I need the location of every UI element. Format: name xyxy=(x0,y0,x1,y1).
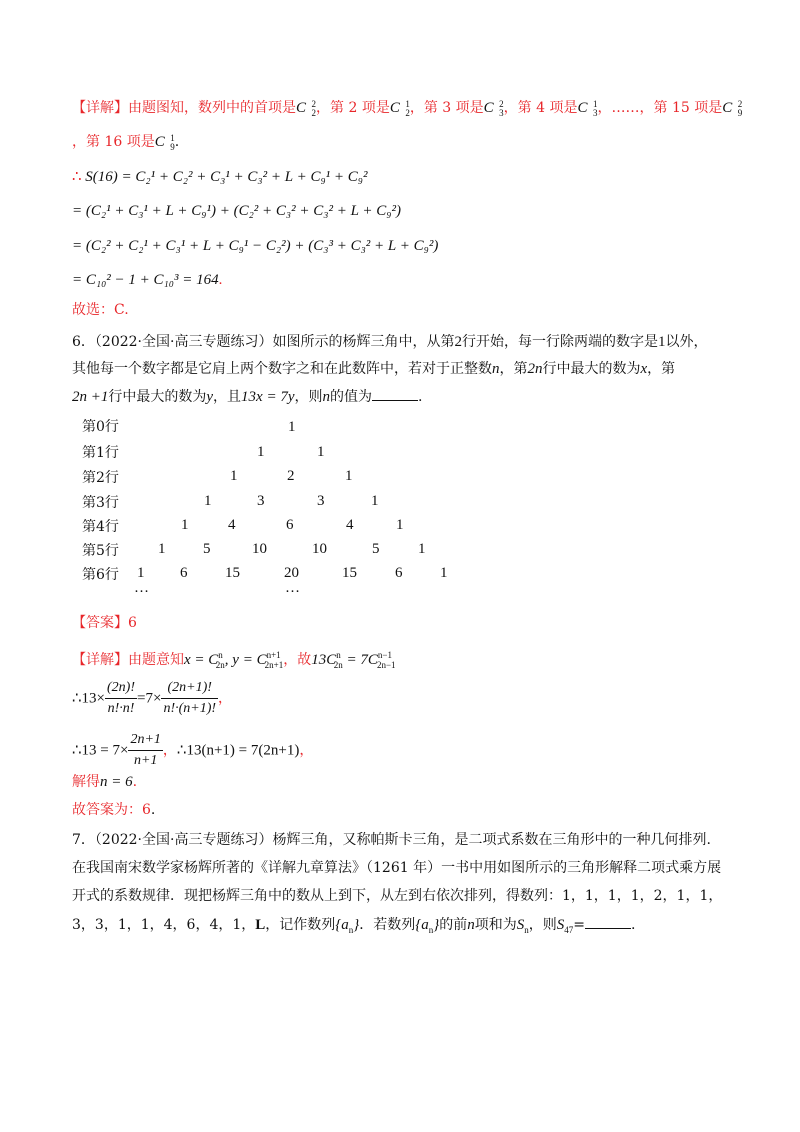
choice-line: 故选：C. xyxy=(72,302,129,318)
d6-line-3: ∴13 = 7× $\frac{2n+1}{n+1}$ ，∴13(n+1) = 7(2n+1)， xyxy=(72,732,314,768)
triangle-cell: 6 xyxy=(395,565,403,581)
triangle-cell: 2 xyxy=(287,468,295,484)
eq-line-2: = (C₂¹ + C₃¹ + L + C₉¹) + (C₂² + C₃² + C₃² + L + C₉²) xyxy=(72,203,401,219)
triangle-cell: 1 xyxy=(257,444,265,460)
triangle-cell: 5 xyxy=(372,541,380,557)
d6-line-4: 解得n = 6. xyxy=(72,774,138,790)
q7-line-4: 3，3，1，1，4，6，4，1，L，记作数列$\{a_n\}$．若数列$\{a_n\}$的前n项和为$S_n$，则$S_{47}=$ . xyxy=(72,914,635,940)
triangle-cell: 1 xyxy=(204,493,212,509)
answer-line: 【答案】6 xyxy=(72,615,137,631)
triangle-cell: 20 xyxy=(284,565,299,581)
triangle-cell: 1 xyxy=(317,444,325,460)
triangle-cell: 1 xyxy=(396,517,404,533)
ellipsis: … xyxy=(134,580,149,596)
q6-line-2: 其他每一个数字都是它肩上两个数字之和在此数阵中，若对于正整数n，第2n行中最大的数为x，第 xyxy=(72,361,676,377)
detail-line-2: ，第 16 项是C 1 9 . xyxy=(72,133,180,152)
triangle-cell: 1 xyxy=(440,565,448,581)
detail-line-1: 【详解】由题图知，数列中的首项是C 2 2 ，第 2 项是C 1 2 ，第 3 项是C 2 3 ，第 4 项是C 1 3 ，……，第 15 项是C 2 9 xyxy=(72,99,743,118)
triangle-cell: 1 xyxy=(230,468,238,484)
triangle-cell: 1 xyxy=(345,468,353,484)
eq-line-4: = C₁₀² − 1 + C₁₀³ = 164. xyxy=(72,272,223,288)
row-label: 第4行 xyxy=(82,519,119,535)
row-label: 第6行 xyxy=(82,567,119,583)
q7-line-1: 7．（2022·全国·高三专题练习）杨辉三角，又称帕斯卡三角，是二项式系数在三角形中的一种几何排列. xyxy=(72,832,711,848)
d6-line-5: 故答案为：6. xyxy=(72,802,156,818)
triangle-cell: 6 xyxy=(180,565,188,581)
triangle-cell: 15 xyxy=(342,565,357,581)
detail-tag: 【详解】 xyxy=(72,100,128,116)
row-label: 第3行 xyxy=(82,495,119,511)
triangle-cell: 1 xyxy=(158,541,166,557)
row-label: 第0行 xyxy=(82,419,119,435)
triangle-cell: 1 xyxy=(288,419,296,435)
triangle-cell: 3 xyxy=(257,493,265,509)
triangle-cell: 1 xyxy=(418,541,426,557)
triangle-cell: 3 xyxy=(317,493,325,509)
triangle-cell: 1 xyxy=(371,493,379,509)
q7-line-3: 开式的系数规律．现把杨辉三角中的数从上到下，从左到右依次排列，得数列：1，1，1，1，2，1，1， xyxy=(72,888,723,904)
triangle-cell: 5 xyxy=(203,541,211,557)
ellipsis: … xyxy=(285,580,300,596)
triangle-cell: 4 xyxy=(228,517,236,533)
answer-blank-q7[interactable] xyxy=(585,914,631,929)
eq-line-3: = (C₂² + C₂¹ + C₃¹ + L + C₉¹ − C₂²) + (C₃³ + C₃² + L + C₉²) xyxy=(72,238,439,254)
q6-line-3: 2n +1行中最大的数为y，且13x = 7y，则n的值为 . xyxy=(72,386,422,407)
triangle-cell: 4 xyxy=(346,517,354,533)
triangle-cell: 10 xyxy=(252,541,267,557)
triangle-cell: 10 xyxy=(312,541,327,557)
d6-line-2: ∴13× $\frac{(2n)!}{n!\cdot n!}$ =7× $\frac{(2n+1)!}{n!\cdot(n+1)!}$ ， xyxy=(72,680,233,716)
q6-line-1: 6．（2022·全国·高三专题练习）如图所示的杨辉三角中，从第2行开始，每一行除两端的数字是1以外， xyxy=(72,334,708,350)
row-label: 第2行 xyxy=(82,470,119,486)
d6-line-1: 【详解】由题意知$x = C^n_{2n}$, $y = C^{n+1}_{2n+1}$，故$13C^n_{2n} = 7C^{n-1}_{2n-1}$ xyxy=(72,650,396,670)
q7-line-2: 在我国南宋数学家杨辉所著的《详解九章算法》（1261 年）一书中用如图所示的三角形解释二项式乘方展 xyxy=(72,860,722,876)
row-label: 第5行 xyxy=(82,543,119,559)
triangle-cell: 6 xyxy=(286,517,294,533)
triangle-cell: 1 xyxy=(137,565,145,581)
eq-line-1: ∴ S(16) = C₂¹ + C₂² + C₃¹ + C₃² + L + C₉¹ + C₉² xyxy=(72,169,368,185)
answer-blank[interactable] xyxy=(372,386,418,401)
triangle-cell: 1 xyxy=(181,517,189,533)
row-label: 第1行 xyxy=(82,445,119,461)
triangle-cell: 15 xyxy=(225,565,240,581)
